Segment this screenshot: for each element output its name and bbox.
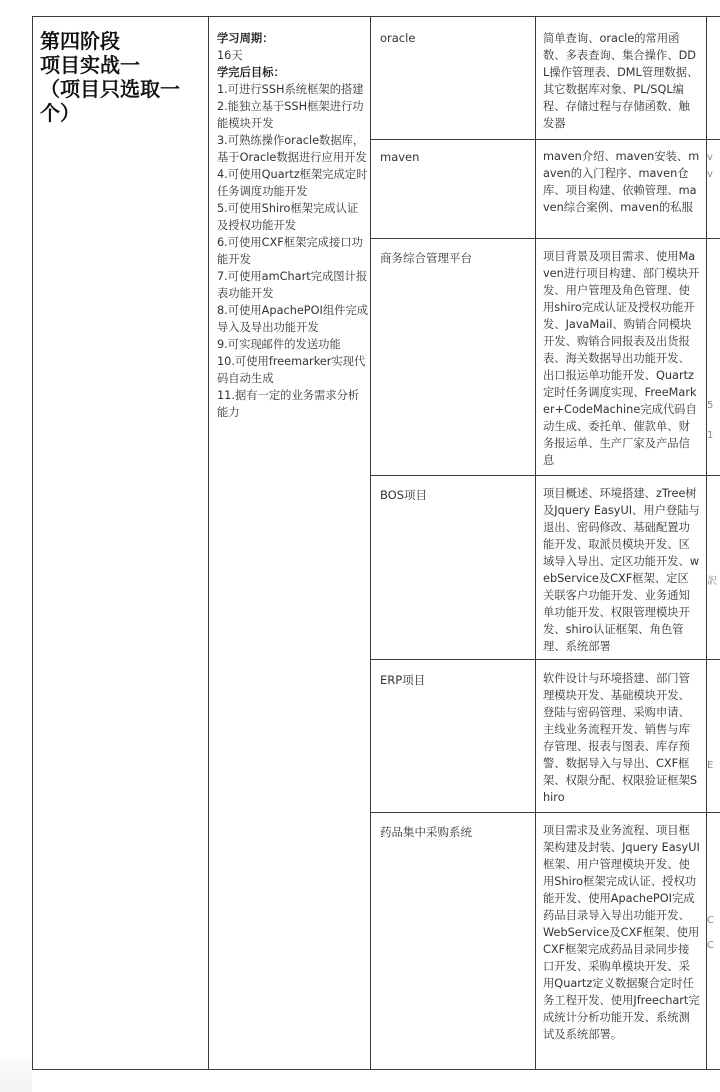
clipped-fragment: v bbox=[707, 152, 713, 163]
column-divider bbox=[370, 16, 371, 1070]
course-description: 项目背景及项目需求、使用Maven进行项目构建、部门模块开发、用户管理及角色管理、使用shiro完成认证及授权功能开发、JavaMail、购销合同模块开发、购销合同报表及出货报表、海关数据导出功能开发、出口报运单功能开发、Quartz定时任务调度实现、FreeMarker+CodeMachine完成代码自动生成、委托单、催款单、财务报运单、生产厂家及产品信息 bbox=[543, 250, 700, 467]
course-description: 项目概述、环境搭建、zTree树及Jquery EasyUI、用户登陆与退出、密码修改、基础配置功能开发、取派员模块开发、区域导入导出、定区功能开发、webService及CXF框架、定区关联客户功能开发、业务通知单功能开发、权限管理模块开发、shiro认证框架、角色管理、系统部署 bbox=[543, 487, 700, 653]
goal-item: 9.可实现邮件的发送功能 bbox=[217, 338, 341, 351]
course-description: 项目需求及业务流程、项目框架构建及封装、Jquery EasyUI框架、用户管理模块开发、使用Shiro框架完成认证、授权功能开发、使用ApachePOI完成药品目录导入导出功能开发、WebService及CXF框架、使用CXF框架完成药品目录同步接口开发、采购单模块开发、采用Quartz定义数据聚合定时任务工程开发、使用Jfreechart完成统计分析功能开发、系统测试及系统部署。 bbox=[543, 824, 700, 1041]
row-divider bbox=[370, 139, 720, 140]
stage-title-line: 项目实战一 bbox=[40, 53, 140, 77]
course-name: 药品集中采购系统 bbox=[380, 825, 472, 839]
goal-item: 7.可使用amChart完成图计报表功能开发 bbox=[217, 270, 368, 300]
stage-title-line: 个） bbox=[40, 101, 80, 125]
table-border-left bbox=[32, 16, 33, 1070]
goal-item: 6.可使用CXF框架完成接口功能开发 bbox=[217, 236, 363, 266]
goal-item: 5.可使用Shiro框架完成认证及授权功能开发 bbox=[217, 202, 359, 232]
column-divider bbox=[208, 16, 209, 1070]
goal-item: 10.可使用freemarker实现代码自动生成 bbox=[217, 355, 366, 385]
clipped-fragment: C bbox=[707, 940, 714, 951]
goal-item: 1.可进行SSH系统框架的搭建 bbox=[217, 83, 364, 96]
row-divider bbox=[370, 659, 720, 660]
goal-item: 4.可使用Quartz框架完成定时任务调度功能开发 bbox=[217, 168, 368, 198]
course-description: maven介绍、maven安装、maven的入门程序、maven仓库、项目构建、依赖管理、maven综合案例、maven的私服 bbox=[543, 150, 700, 214]
column-divider bbox=[535, 16, 536, 1070]
course-name: ERP项目 bbox=[380, 673, 426, 687]
study-info bbox=[217, 30, 369, 421]
course-description: 简单查询、oracle的常用函数、多表查询、集合操作、DDL操作管理表、DML管理数据、其它数据库对象、PL/SQL编程、存储过程与存储函数、触发器 bbox=[543, 32, 699, 130]
period-label: 学习周期： bbox=[217, 32, 274, 45]
course-description: 软件设计与环境搭建、部门管理模块开发、基础模块开发、登陆与密码管理、采购申请、主线业务流程开发、销售与库存管理、报表与图表、库存预警、数据导入与导出、CXF框架、权限分配、权限验证框架Shiro bbox=[543, 672, 698, 804]
course-name: maven bbox=[380, 150, 420, 164]
course-name: oracle bbox=[380, 31, 416, 45]
goals-label: 学完后目标： bbox=[217, 66, 285, 79]
table-border-bottom bbox=[32, 1069, 720, 1070]
table-border-top bbox=[32, 16, 720, 17]
clipped-fragment: E bbox=[707, 760, 714, 771]
stage-title-line: （项目只选取一 bbox=[40, 77, 180, 101]
clipped-fragment: 1 bbox=[707, 430, 714, 441]
period-value: 16天 bbox=[217, 49, 243, 62]
goal-item: 3.可熟练操作oracle数据库，基于Oracle数据进行应用开发 bbox=[217, 134, 367, 164]
goal-item: 8.可使用ApachePOI组件完成导入及导出功能开发 bbox=[217, 304, 369, 334]
clipped-fragment: C bbox=[707, 915, 714, 926]
clipped-fragment: v bbox=[707, 169, 713, 180]
stage-title bbox=[40, 29, 200, 125]
row-divider bbox=[370, 238, 720, 239]
course-name: BOS项目 bbox=[380, 488, 428, 502]
course-name: 商务综合管理平台 bbox=[380, 251, 472, 265]
goal-item: 11.据有一定的业务需求分析能力 bbox=[217, 389, 360, 419]
clipped-fragment: 訳 bbox=[707, 576, 717, 587]
page-corner-shade bbox=[0, 1060, 32, 1092]
row-divider bbox=[370, 812, 720, 813]
clipped-fragment: 5 bbox=[707, 400, 714, 411]
row-divider bbox=[370, 475, 720, 476]
goal-item: 2.能独立基于SSH框架进行功能模块开发 bbox=[217, 100, 364, 130]
stage-title-line: 第四阶段 bbox=[40, 29, 120, 53]
